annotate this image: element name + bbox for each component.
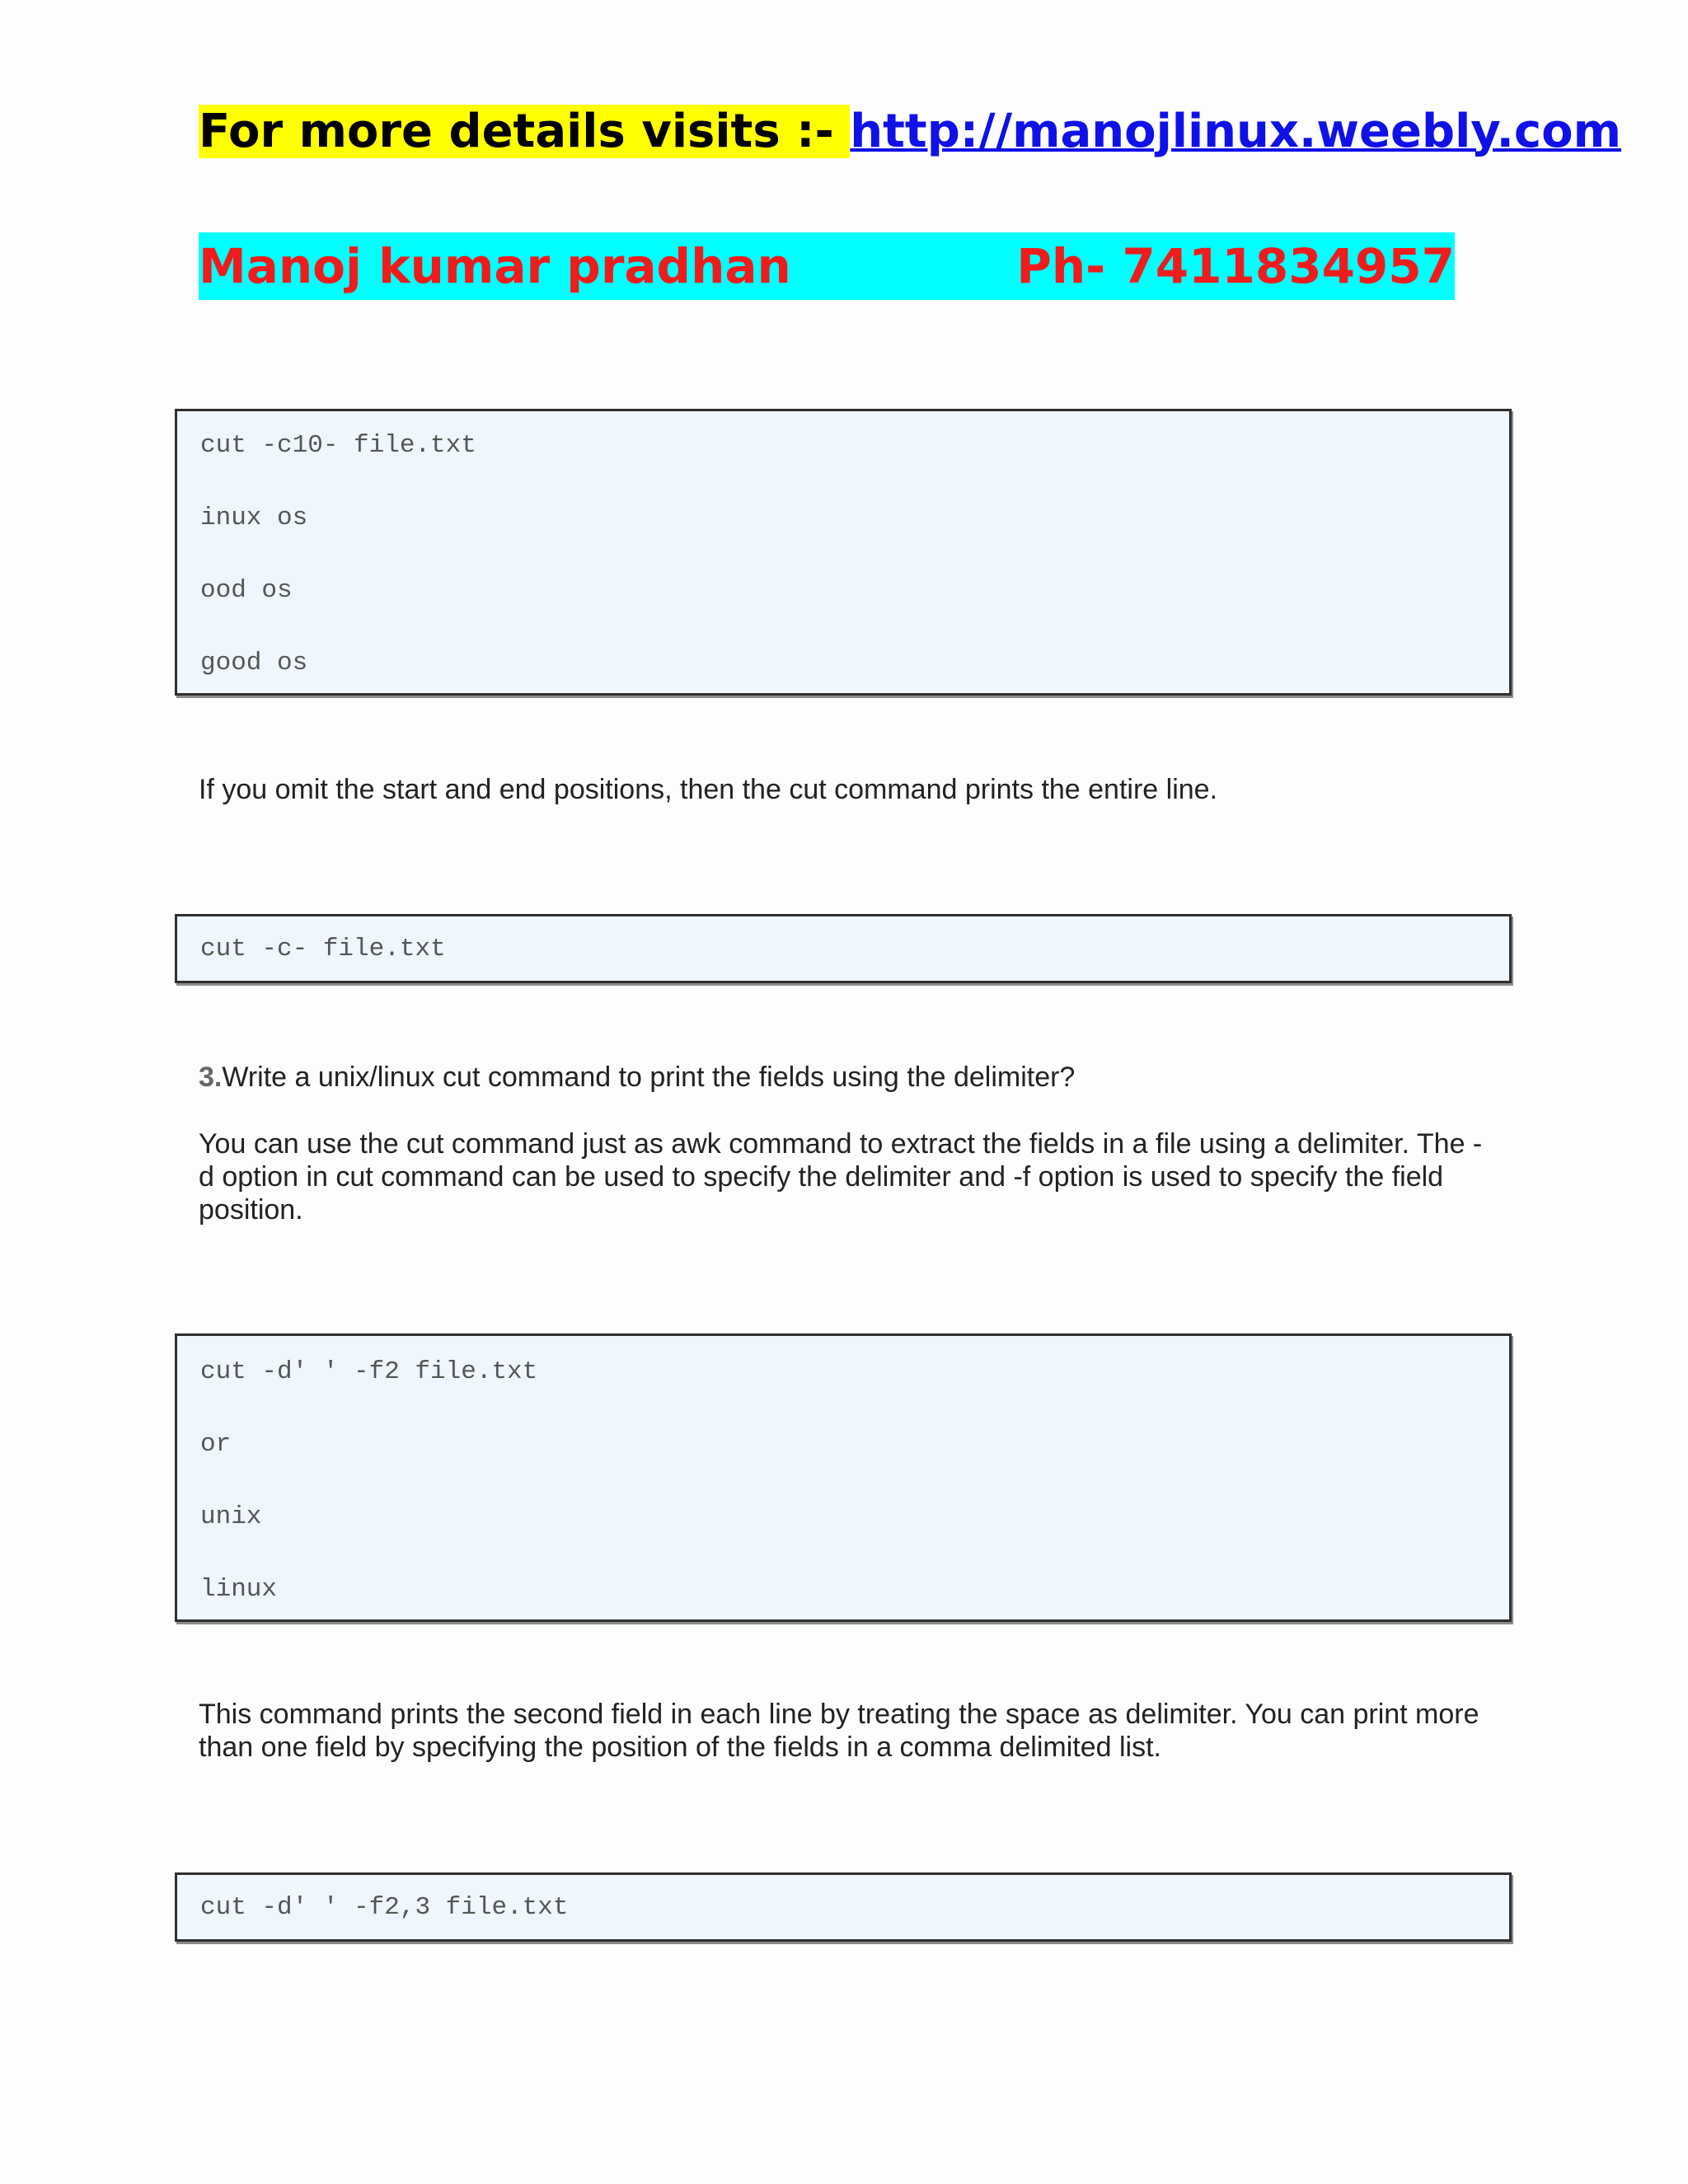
code-line: cut -c- file.txt	[200, 935, 446, 963]
promo-line	[199, 97, 1621, 166]
code-line: cut -c10- file.txt	[200, 431, 476, 460]
code-line: inux os	[200, 504, 308, 532]
paragraph-second-field: This command prints the second field in each line by treating the space as delimiter. You can print more than one field by specifying the position of the fields in a comma delimited list.	[199, 1699, 1479, 1763]
code-block-4	[175, 1872, 1512, 1942]
paragraph-omit-positions: If you omit the start and end positions, then the cut command prints the entire line.	[199, 774, 1218, 805]
code-line: good os	[200, 649, 308, 677]
code-block-3	[175, 1333, 1512, 1622]
website-link[interactable]: http://manojlinux.weebly.com	[850, 105, 1621, 158]
code-block-1	[175, 409, 1512, 696]
author-phone: Ph- 7411834957	[1016, 238, 1455, 294]
code-line: cut -d' ' -f2,3 file.txt	[200, 1893, 569, 1922]
code-line: cut -d' ' -f2 file.txt	[200, 1357, 538, 1386]
code-line: unix	[200, 1502, 262, 1531]
author-name: Manoj kumar pradhan	[199, 238, 791, 294]
question-3	[199, 1061, 1484, 1094]
question-text: Write a unix/linux cut command to print the fields using the delimiter?	[222, 1062, 1076, 1093]
promo-label: For more details visits :-	[199, 105, 851, 158]
paragraph-delimiter-explanation: You can use the cut command just as awk command to extract the fields in a file using a delimiter. The -d option in cut command can be used to specify the delimiter and -f option is used to specify the field position.	[199, 1128, 1483, 1226]
question-number: 3.	[199, 1062, 223, 1093]
code-line: or	[200, 1430, 232, 1459]
code-block-2	[175, 914, 1512, 983]
author-bar	[199, 232, 1455, 300]
code-line: ood os	[200, 576, 293, 605]
code-line: linux	[200, 1575, 278, 1604]
